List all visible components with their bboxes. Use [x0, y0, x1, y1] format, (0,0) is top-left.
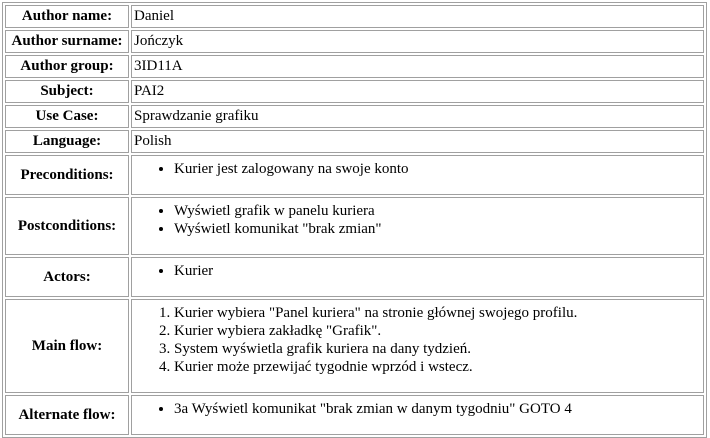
actors-list [134, 262, 701, 280]
list-item: • Kurier [174, 262, 701, 280]
list-item: 4. Kurier może przewijać tygodnie wprzód i wstecz. [174, 358, 701, 376]
label-language: Language: [5, 130, 129, 153]
preconditions-list [134, 160, 701, 178]
value-alternate-flow [131, 395, 704, 435]
label-author-group: Author group: [5, 55, 129, 78]
row-use-case [5, 105, 704, 128]
list-item: 1. Kurier wybiera "Panel kuriera" na stronie głównej swojego profilu. [174, 304, 701, 322]
label-main-flow: Main flow: [5, 299, 129, 393]
value-use-case: Sprawdzanie grafiku [131, 105, 704, 128]
value-language: Polish [131, 130, 704, 153]
list-item: 3. System wyświetla grafik kuriera na dany tydzień. [174, 340, 701, 358]
row-subject [5, 80, 704, 103]
value-preconditions [131, 155, 704, 195]
row-author-group [5, 55, 704, 78]
alternate-flow-list [134, 400, 701, 418]
row-author-name [5, 5, 704, 28]
label-author-name: Author name: [5, 5, 129, 28]
row-postconditions [5, 197, 704, 255]
label-alternate-flow: Alternate flow: [5, 395, 129, 435]
label-author-surname: Author surname: [5, 30, 129, 53]
list-item: • Kurier jest zalogowany na swoje konto [174, 160, 701, 178]
label-actors: Actors: [5, 257, 129, 297]
list-item: • Wyświetl grafik w panelu kuriera [174, 202, 701, 220]
main-flow-list [134, 304, 701, 376]
value-author-group: 3ID11A [131, 55, 704, 78]
label-subject: Subject: [5, 80, 129, 103]
value-author-name: Daniel [131, 5, 704, 28]
row-alternate-flow [5, 395, 704, 435]
list-item: • Wyświetl komunikat "brak zmian" [174, 220, 701, 238]
row-main-flow [5, 299, 704, 393]
value-postconditions [131, 197, 704, 255]
list-item: 2. Kurier wybiera zakładkę "Grafik". [174, 322, 701, 340]
value-actors [131, 257, 704, 297]
use-case-table [2, 2, 707, 438]
label-postconditions: Postconditions: [5, 197, 129, 255]
value-author-surname: Jończyk [131, 30, 704, 53]
row-actors [5, 257, 704, 297]
row-language [5, 130, 704, 153]
value-main-flow [131, 299, 704, 393]
label-preconditions: Preconditions: [5, 155, 129, 195]
row-preconditions [5, 155, 704, 195]
row-author-surname [5, 30, 704, 53]
postconditions-list [134, 202, 701, 238]
value-subject: PAI2 [131, 80, 704, 103]
label-use-case: Use Case: [5, 105, 129, 128]
list-item: • 3a Wyświetl komunikat "brak zmian w danym tygodniu" GOTO 4 [174, 400, 701, 418]
